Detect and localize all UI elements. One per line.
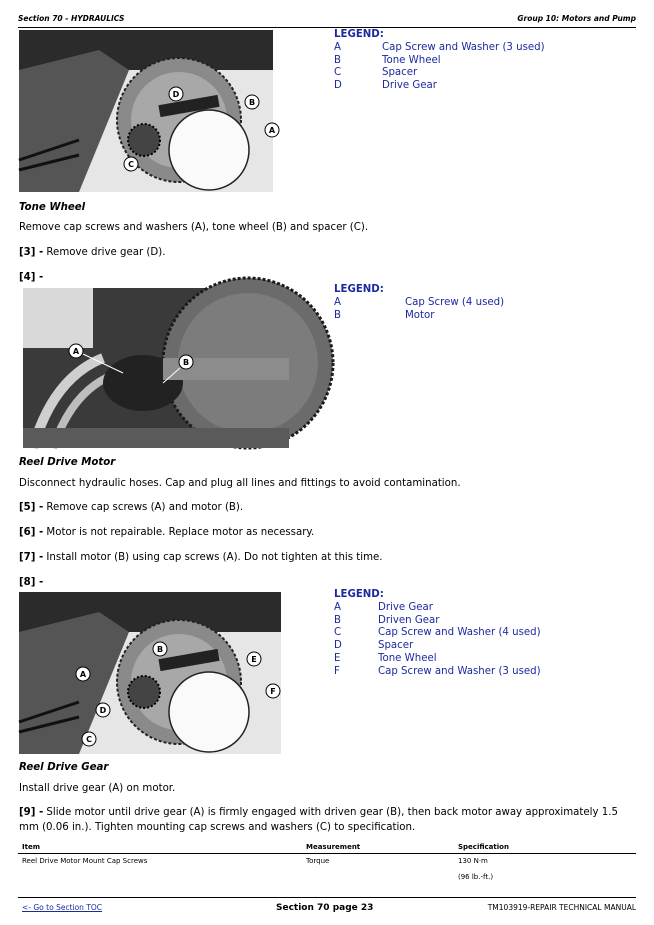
figure-tone-wheel: [19, 30, 276, 192]
step-4: [4] -: [19, 272, 44, 283]
group-title: Group 10: Motors and Pump: [517, 14, 636, 23]
step-8: [8] -: [19, 577, 44, 588]
manual-id: TM103919-REPAIR TECHNICAL MANUAL: [487, 903, 636, 912]
legend-fig3: LEGEND: A Drive Gear B Driven Gear C Cap Screw and Washer (4 used) D Spacer E Tone Wheel F Cap Screw and Washer (3 used): [334, 589, 541, 677]
legend-item: Spacer: [378, 640, 414, 652]
callout-b: B: [156, 645, 164, 654]
legend-fig2: LEGEND: A Cap Screw (4 used) B Motor: [334, 284, 505, 321]
callout-b: B: [182, 358, 190, 367]
callout-f: F: [270, 687, 276, 696]
section-title: Section 70 - HYDRAULICS: [18, 14, 125, 23]
figure-caption: Reel Drive Motor: [19, 457, 116, 468]
section-toc-link[interactable]: <- Go to Section TOC: [22, 903, 103, 912]
figure-reel-drive-motor: [23, 288, 289, 448]
page-header: [18, 8, 636, 28]
legend-title: LEGEND:: [334, 589, 384, 600]
legend-fig1: LEGEND: A Cap Screw and Washer (3 used) B Tone Wheel C Spacer D Drive Gear: [334, 29, 545, 92]
legend-item: Tone Wheel: [382, 54, 441, 66]
legend-item: Cap Screw and Washer (3 used): [378, 665, 541, 677]
step-6: [6] - Motor is not repairable. Replace motor as necessary.: [19, 527, 315, 538]
callout-d: D: [172, 90, 180, 99]
legend-item: Drive Gear: [382, 80, 437, 92]
paragraph: Install drive gear (A) on motor.: [19, 783, 176, 794]
callout-a: A: [268, 126, 276, 135]
legend-item: Cap Screw and Washer (4 used): [378, 627, 541, 639]
figure-reel-drive-gear: [19, 592, 281, 754]
callout-d: D: [99, 706, 107, 715]
figure-caption: Tone Wheel: [19, 202, 86, 213]
callout-c: C: [128, 160, 134, 169]
legend-title: LEGEND:: [334, 29, 384, 40]
paragraph: Disconnect hydraulic hoses. Cap and plug all lines and fittings to avoid contamination.: [19, 478, 461, 489]
step-9: [9] - Slide motor until drive gear (A) is firmly engaged with driven gear (B), then back motor away approximately 1.5 mm (0.06 in.). Tighten mounting cap screws and washers (C) to specification.: [19, 807, 618, 833]
page-footer: [18, 897, 636, 915]
column-header-item: Item: [22, 843, 40, 851]
legend-item: Cap Screw and Washer (3 used): [382, 41, 545, 53]
callout-b: B: [248, 98, 256, 107]
callout-a: A: [79, 670, 87, 679]
step-7: [7] - Install motor (B) using cap screws (A). Do not tighten at this time.: [19, 552, 383, 563]
callout-a: A: [72, 347, 80, 356]
callout-c: C: [86, 735, 92, 744]
table-header: [18, 840, 636, 854]
step-3: [3] - Remove drive gear (D).: [19, 247, 166, 258]
legend-item: Tone Wheel: [378, 652, 437, 664]
figure-caption: Reel Drive Gear: [19, 762, 109, 773]
column-header-measurement: Measurement: [306, 843, 361, 851]
legend-item: Driven Gear: [378, 614, 440, 626]
legend-title: LEGEND:: [334, 284, 384, 295]
legend-item: Motor: [405, 309, 435, 321]
specification-table: [18, 840, 636, 886]
callout-e: E: [251, 655, 257, 664]
paragraph: Remove cap screws and washers (A), tone wheel (B) and spacer (C).: [19, 222, 369, 233]
legend-item: Cap Screw (4 used): [405, 296, 505, 308]
column-header-specification: Specification: [458, 843, 509, 851]
legend-item: Drive Gear: [378, 601, 433, 613]
table-row: (96 lb.-ft.): [458, 873, 494, 881]
step-5: [5] - Remove cap screws (A) and motor (B).: [19, 502, 244, 513]
page-number: Section 70 page 23: [276, 903, 374, 913]
table-row: Reel Drive Motor Mount Cap Screws Torque 130 N·m: [22, 857, 488, 865]
legend-item: Spacer: [382, 67, 418, 79]
